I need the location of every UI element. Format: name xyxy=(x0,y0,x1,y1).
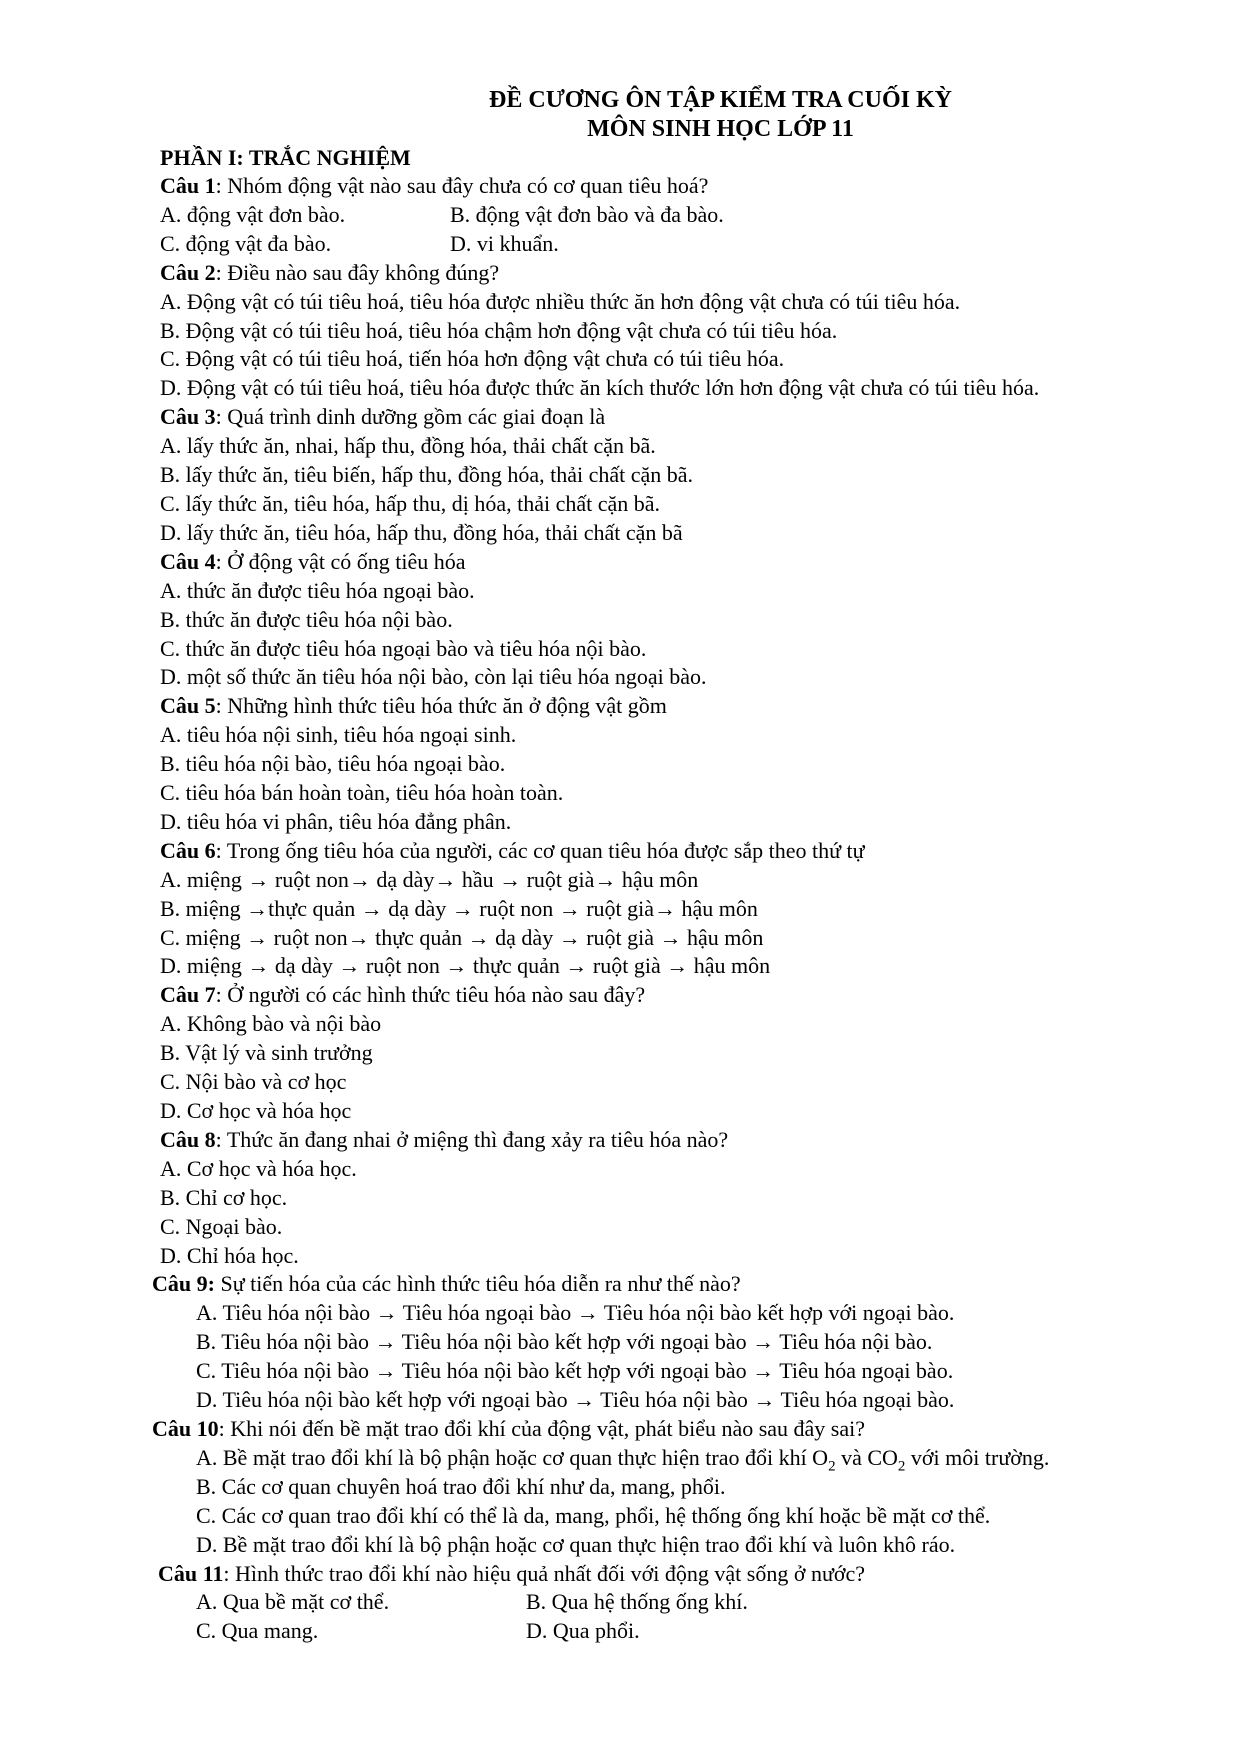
question-text: : Điều nào sau đây không đúng? xyxy=(215,259,500,285)
document-title: ĐỀ CƯƠNG ÔN TẬP KIỂM TRA CUỐI KỲ xyxy=(489,87,952,113)
answer-d: D. Tiêu hóa nội bào kết hợp với ngoại bào → Tiêu hóa nội bào → Tiêu hóa ngoại bào. xyxy=(196,1387,955,1413)
answer-a: A. thức ăn được tiêu hóa ngoại bào. xyxy=(160,577,475,603)
question-number: Câu 7 xyxy=(160,982,216,1008)
question-text: : Hình thức trao đổi khí nào hiệu quả nhất đối với động vật sống ở nước? xyxy=(223,1560,866,1586)
answer-c: C. Tiêu hóa nội bào → Tiêu hóa nội bào kết hợp với ngoại bào → Tiêu hóa ngoại bào. xyxy=(196,1358,954,1384)
question-number: Câu 3 xyxy=(160,404,216,430)
answer-c: C. Qua mang. xyxy=(196,1618,319,1644)
question-text: : Ở người có các hình thức tiêu hóa nào sau đây? xyxy=(215,982,646,1008)
subscript: 2 xyxy=(828,1458,836,1475)
answer-a-text: với môi trường. xyxy=(905,1444,1050,1470)
answers-row xyxy=(196,1617,1181,1646)
question-text: : Nhóm động vật nào sau đây chưa có cơ quan tiêu hoá? xyxy=(215,173,709,198)
question-7 xyxy=(160,981,1181,1010)
answer-b: B. Động vật có túi tiêu hoá, tiêu hóa chậm hơn động vật chưa có túi tiêu hóa. xyxy=(160,317,838,343)
answer-d: D. Chỉ hóa học. xyxy=(160,1242,299,1268)
answer-a: A. Qua bề mặt cơ thể. xyxy=(196,1589,390,1615)
answers-row xyxy=(160,230,1181,259)
answer-b: B. Chỉ cơ học. xyxy=(160,1184,288,1210)
answer-b: B. động vật đơn bào và đa bào. xyxy=(450,201,724,227)
question-4 xyxy=(160,548,1181,577)
answer-c: C. thức ăn được tiêu hóa ngoại bào và tiêu hóa nội bào. xyxy=(160,635,647,661)
answer-b: B. tiêu hóa nội bào, tiêu hóa ngoại bào. xyxy=(160,751,506,777)
question-number: Câu 4 xyxy=(160,548,216,574)
answer-c: C. lấy thức ăn, tiêu hóa, hấp thu, dị hóa, thải chất cặn bã. xyxy=(160,490,661,516)
answer-a: A. Cơ học và hóa học. xyxy=(160,1155,357,1181)
answer-c: C. động vật đa bào. xyxy=(160,230,332,256)
answer-d: D. miệng → dạ dày → ruột non → thực quản → ruột già → hậu môn xyxy=(160,953,771,979)
question-8 xyxy=(160,1126,1181,1155)
question-text: : Ở động vật có ống tiêu hóa xyxy=(215,548,466,574)
answer-d: D. Cơ học và hóa học xyxy=(160,1098,352,1123)
question-10 xyxy=(152,1415,1181,1444)
answer-b: B. thức ăn được tiêu hóa nội bào. xyxy=(160,606,453,632)
answer-d: D. lấy thức ăn, tiêu hóa, hấp thu, đồng hóa, thải chất cặn bã xyxy=(160,519,683,545)
answer-c: C. Các cơ quan trao đổi khí có thể là da, mang, phổi, hệ thống ống khí hoặc bề mặt cơ thể. xyxy=(196,1502,991,1528)
answer-a: A. Tiêu hóa nội bào → Tiêu hóa ngoại bào → Tiêu hóa nội bào kết hợp với ngoại bào. xyxy=(196,1300,955,1326)
question-11 xyxy=(158,1560,1181,1589)
question-text: : Thức ăn đang nhai ở miệng thì đang xảy ra tiêu hóa nào? xyxy=(215,1126,729,1152)
question-9 xyxy=(152,1270,1181,1299)
answers-row xyxy=(160,201,1181,230)
section-heading: PHẦN I: TRẮC NGHIỆM xyxy=(160,145,411,170)
question-number: Câu 10 xyxy=(152,1415,219,1441)
answer-b: B. lấy thức ăn, tiêu biến, hấp thu, đồng hóa, thải chất cặn bã. xyxy=(160,462,694,488)
answer-a xyxy=(196,1444,1181,1473)
answer-a: A. động vật đơn bào. xyxy=(160,201,346,227)
answer-b: B. Vật lý và sinh trưởng xyxy=(160,1040,373,1066)
answer-d: D. vi khuẩn. xyxy=(450,230,559,256)
answer-a-text: A. Bề mặt trao đổi khí là bộ phận hoặc cơ quan thực hiện trao đổi khí O xyxy=(196,1444,829,1470)
answer-d: D. Bề mặt trao đổi khí là bộ phận hoặc cơ quan thực hiện trao đổi khí và luôn khô ráo. xyxy=(196,1531,956,1557)
question-text: : Trong ống tiêu hóa của người, các cơ quan tiêu hóa được sắp theo thứ tự xyxy=(215,837,865,863)
question-2 xyxy=(160,259,1181,288)
answer-d: D. tiêu hóa vi phân, tiêu hóa đẳng phân. xyxy=(160,808,512,834)
answer-b: B. Các cơ quan chuyên hoá trao đổi khí như da, mang, phổi. xyxy=(196,1473,726,1499)
answer-a: A. tiêu hóa nội sinh, tiêu hóa ngoại sinh. xyxy=(160,722,517,748)
question-number: Câu 2 xyxy=(160,259,216,285)
question-text: Sự tiến hóa của các hình thức tiêu hóa diễn ra như thế nào? xyxy=(214,1271,741,1297)
question-6 xyxy=(160,837,1181,866)
question-number: Câu 11 xyxy=(158,1560,224,1586)
answer-b: B. Tiêu hóa nội bào → Tiêu hóa nội bào kết hợp với ngoại bào → Tiêu hóa nội bào. xyxy=(196,1329,933,1355)
question-3 xyxy=(160,403,1181,432)
answer-d: D. Qua phổi. xyxy=(526,1618,640,1644)
question-text: : Khi nói đến bề mặt trao đổi khí của động vật, phát biểu nào sau đây sai? xyxy=(218,1415,866,1441)
question-5 xyxy=(160,692,1181,721)
subscript: 2 xyxy=(897,1458,906,1475)
question-number: Câu 8 xyxy=(160,1126,216,1152)
document-subtitle: MÔN SINH HỌC LỚP 11 xyxy=(587,116,854,142)
question-number: Câu 1 xyxy=(160,173,216,198)
answer-a: A. Động vật có túi tiêu hoá, tiêu hóa được nhiều thức ăn hơn động vật chưa có túi tiêu hóa. xyxy=(160,288,961,314)
answer-c: C. Ngoại bào. xyxy=(160,1213,283,1239)
question-text: : Những hình thức tiêu hóa thức ăn ở động vật gồm xyxy=(215,693,667,719)
answer-b: B. Qua hệ thống ống khí. xyxy=(526,1589,748,1615)
answer-c: C. tiêu hóa bán hoàn toàn, tiêu hóa hoàn toàn. xyxy=(160,780,564,806)
question-number: Câu 6 xyxy=(160,837,216,863)
answer-a-text: và CO xyxy=(835,1444,898,1470)
answer-d: D. một số thức ăn tiêu hóa nội bào, còn lại tiêu hóa ngoại bào. xyxy=(160,664,707,690)
answer-a: A. lấy thức ăn, nhai, hấp thu, đồng hóa, thải chất cặn bã. xyxy=(160,433,656,459)
answer-c: C. Động vật có túi tiêu hoá, tiến hóa hơn động vật chưa có túi tiêu hóa. xyxy=(160,346,785,372)
answer-a: A. Không bào và nội bào xyxy=(160,1011,382,1037)
answer-c: C. miệng → ruột non→ thực quản → dạ dày → ruột già → hậu môn xyxy=(160,924,764,950)
answers-row xyxy=(196,1588,1181,1617)
answer-b: B. miệng →thực quản → dạ dày → ruột non → ruột già→ hậu môn xyxy=(160,895,758,921)
answer-a: A. miệng → ruột non→ dạ dày→ hầu → ruột già→ hậu môn xyxy=(160,866,699,892)
question-text: : Quá trình dinh dưỡng gồm các giai đoạn là xyxy=(215,404,606,430)
question-number: Câu 9: xyxy=(152,1271,215,1297)
answer-d: D. Động vật có túi tiêu hoá, tiêu hóa được thức ăn kích thước lớn hơn động vật chưa có túi tiêu hóa. xyxy=(160,375,1040,401)
question-number: Câu 5 xyxy=(160,693,216,719)
answer-c: C. Nội bào và cơ học xyxy=(160,1069,347,1095)
question-1 xyxy=(160,172,1181,201)
